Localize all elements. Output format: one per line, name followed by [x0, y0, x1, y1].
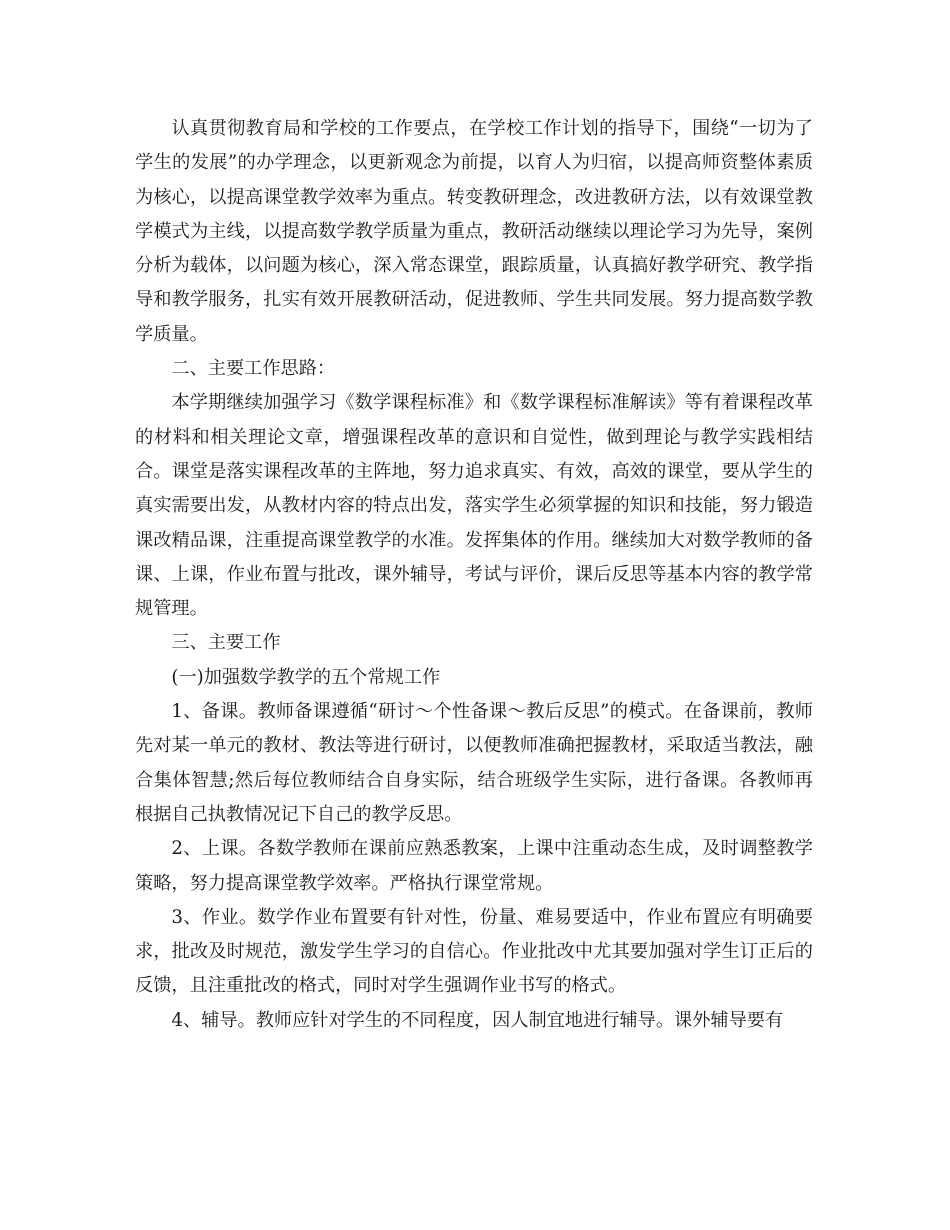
subheading-five-routines: (一)加强数学教学的五个常规工作 — [171, 666, 441, 688]
paragraph-teaching: 2、上课。各数学教师在课前应熟悉教案，上课中注重动态生成，及时调整教学策略，努力提高课堂教学效率。严格执行课堂常规。 — [135, 838, 813, 894]
heading-main-work: 三、主要工作 — [171, 632, 281, 654]
document-body — [135, 112, 813, 1038]
paragraph-tutoring: 4、辅导。教师应针对学生的不同程度，因人制宜地进行辅导。课外辅导要有 — [171, 1009, 784, 1031]
paragraph-homework: 3、作业。数学作业布置要有针对性，份量、难易要适中，作业布置应有明确要求，批改及时规范，激发学生学习的自信心。作业批改中尤其要加强对学生订正后的反馈，且注重批改的格式，同时对学生强调作业书写的格式。 — [135, 906, 813, 997]
heading-main-work-ideas: 二、主要工作思路： — [171, 358, 336, 380]
paragraph-lesson-prep: 1、备课。教师备课遵循“研讨～个性备课～教后反思”的模式。在备课前，教师先对某一单元的教材、教法等进行研讨，以便教师准确把握教材，采取适当教法，融合集体智慧;然后每位教师结合自身实际，结合班级学生实际，进行备课。各教师再根据自己执教情况记下自己的教学反思。 — [135, 701, 813, 825]
paragraph-intro: 认真贯彻教育局和学校的工作要点，在学校工作计划的指导下，围绕“一切为了学生的发展”的办学理念，以更新观念为前提，以育人为归宿，以提高师资整体素质为核心，以提高课堂教学效率为重点。转变教研理念，改进教研方法，以有效课堂教学模式为主线，以提高数学教学质量为重点，教研活动继续以理论学习为先导，案例分析为载体，以问题为核心，深入常态课堂，跟踪质量，认真搞好教学研究、教学指导和教学服务，扎实有效开展教研活动，促进教师、学生共同发展。努力提高数学教学质量。 — [135, 118, 813, 345]
paragraph-work-ideas: 本学期继续加强学习《数学课程标准》和《数学课程标准解读》等有着课程改革的材料和相关理论文章，增强课程改革的意识和自觉性，做到理论与教学实践相结合。课堂是落实课程改革的主阵地，努力追求真实、有效，高效的课堂，要从学生的真实需要出发，从教材内容的特点出发，落实学生必须掌握的知识和技能，努力锻造课改精品课，注重提高课堂教学的水准。发挥集体的作用。继续加大对数学教师的备课、上课，作业布置与批改，课外辅导，考试与评价，课后反思等基本内容的教学常规管理。 — [135, 392, 813, 620]
